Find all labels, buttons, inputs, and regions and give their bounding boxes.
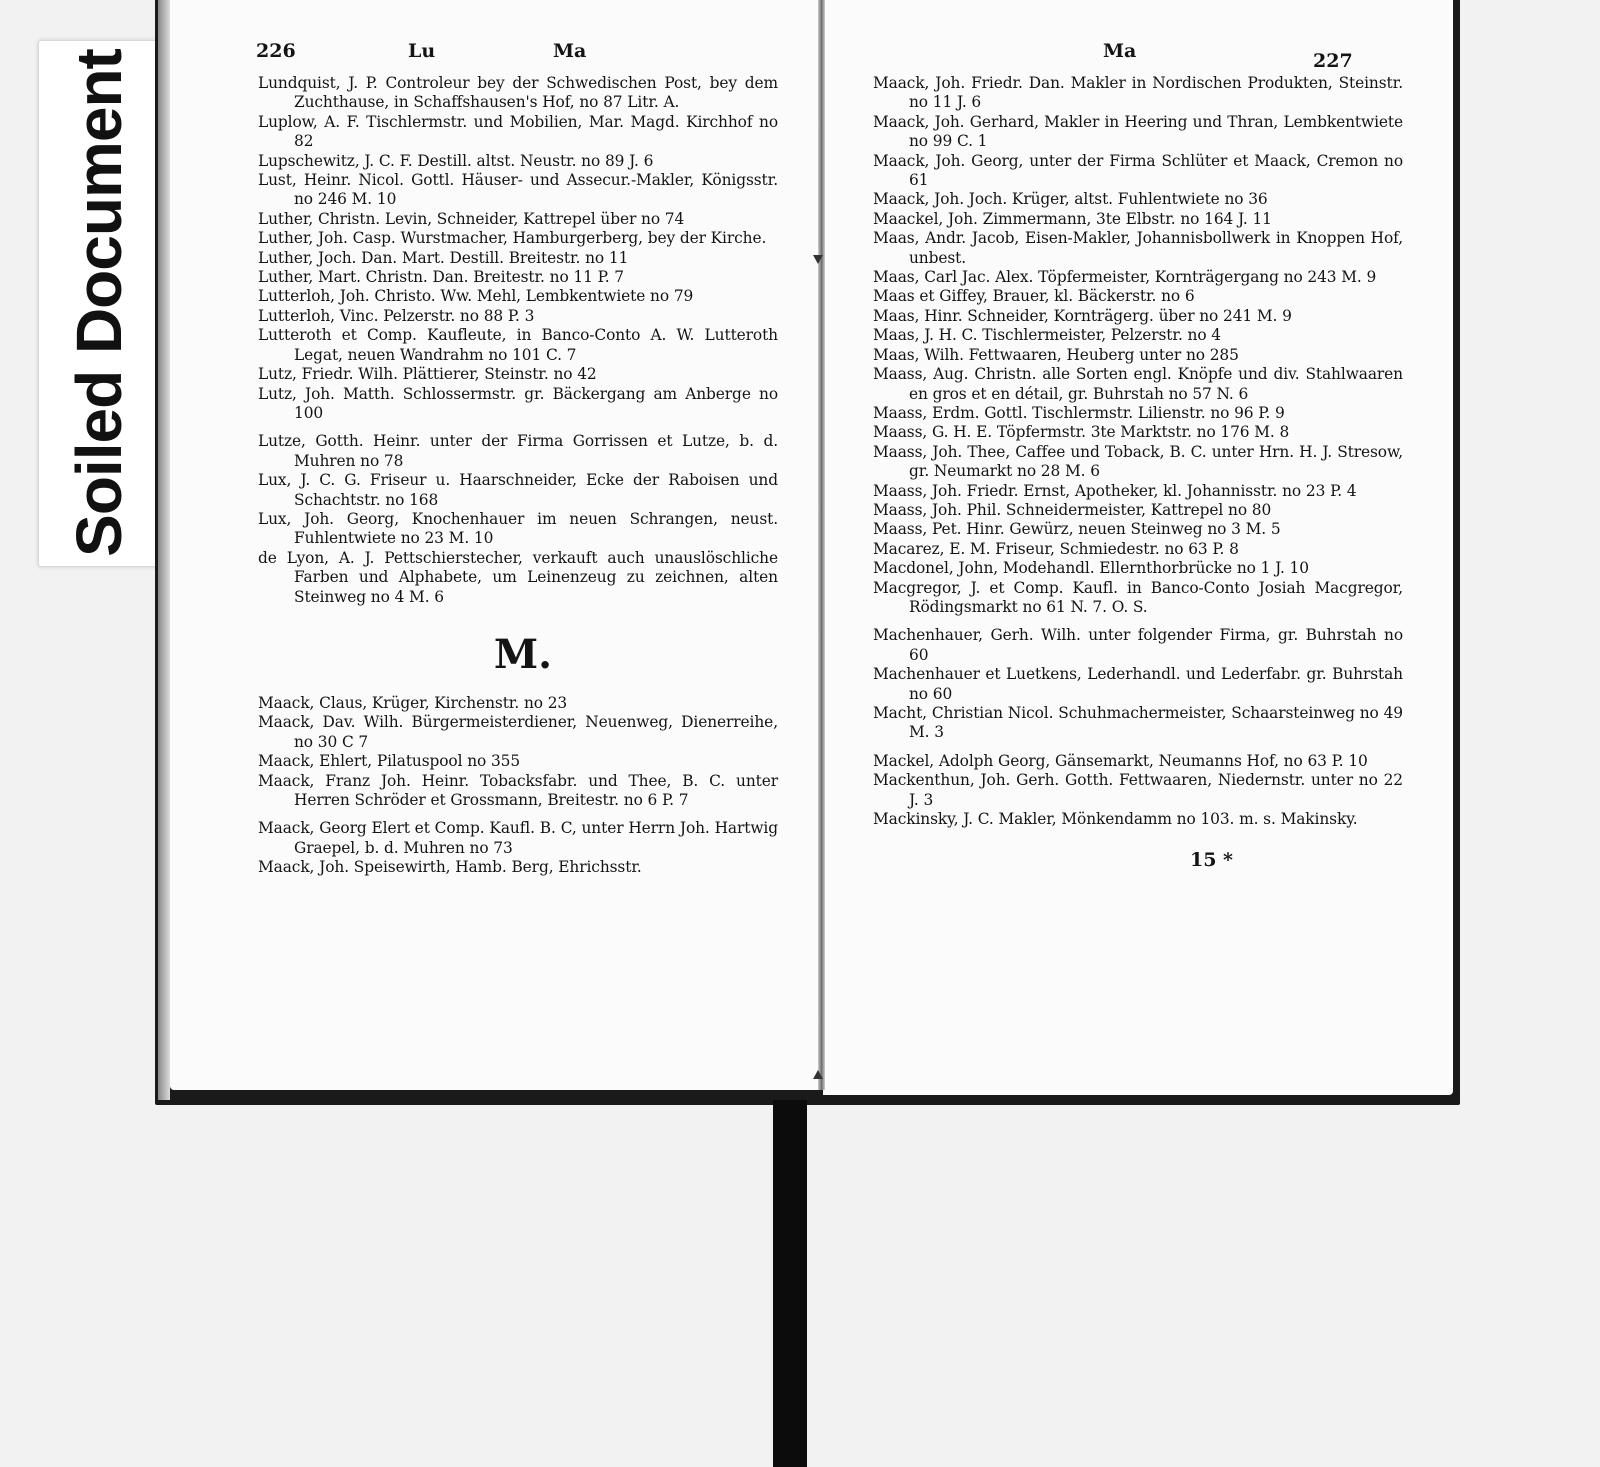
- entry: Maas et Giffey, Brauer, kl. Bäckerstr. no 6: [873, 287, 1195, 306]
- entry: Luther, Mart. Christn. Dan. Breitestr. no 11 P. 7: [258, 268, 624, 287]
- book-gutter: [818, 0, 825, 1090]
- entry: Lundquist, J. P. Controleur bey der Schwedischen Post, bey dem Zuchthause, in Schaffshausen's Hof, no 87 Litr. A.: [258, 74, 778, 112]
- bookmark-ribbon: [773, 1100, 807, 1467]
- entry: Lutz, Joh. Matth. Schlossermstr. gr. Bäckergang am Anberge no 100: [258, 384, 778, 422]
- entry: Maack, Georg Elert et Comp. Kaufl. B. C, unter Herrn Joh. Hartwig Graepel, b. d. Muhren no 73: [258, 819, 778, 857]
- entry: Luther, Joch. Dan. Mart. Destill. Breitestr. no 11: [258, 248, 629, 267]
- entry: Maass, Joh. Thee, Caffee und Toback, B. C. unter Hrn. H. J. Stresow, gr. Neumarkt no 28 M. 6: [873, 442, 1403, 481]
- entry: Maass, Joh. Friedr. Ernst, Apotheker, kl. Johannisstr. no 23 P. 4: [873, 481, 1357, 500]
- entry: Maass, Erdm. Gottl. Tischlermstr. Lilienstr. no 96 P. 9: [873, 403, 1285, 422]
- right-entries: [873, 74, 1403, 829]
- signature-mark: 15 *: [1190, 849, 1233, 872]
- left-page-number: 226: [256, 40, 296, 62]
- right-header-center: Ma: [1103, 40, 1137, 62]
- entry: Maass, G. H. E. Töpfermstr. 3te Marktstr. no 176 M. 8: [873, 423, 1290, 442]
- section-letter: M.: [493, 630, 553, 678]
- right-page: [823, 0, 1453, 1095]
- entry: Maack, Franz Joh. Heinr. Tobacksfabr. und Thee, B. C. unter Herren Schröder et Grossmann, Breitestr. no 6 P. 7: [258, 771, 778, 809]
- left-page-header: [258, 40, 778, 74]
- entry: Mackenthun, Joh. Gerh. Gotth. Fettwaaren, Niedernstr. unter no 22 J. 3: [873, 771, 1403, 809]
- entry: Mackel, Adolph Georg, Gänsemarkt, Neumanns Hof, no 63 P. 10: [873, 751, 1368, 770]
- entry: Maack, Joh. Gerhard, Makler in Heering und Thran, Lembkentwiete no 99 C. 1: [873, 112, 1403, 151]
- entry: Maas, Wilh. Fettwaaren, Heuberg unter no 285: [873, 345, 1239, 364]
- entry: Maas, J. H. C. Tischlermeister, Pelzerstr. no 4: [873, 326, 1222, 345]
- right-page-content: [873, 40, 1403, 871]
- binding-mark: [813, 1070, 823, 1079]
- entry: Luplow, A. F. Tischlermstr. und Mobilien, Mar. Magd. Kirchhof no 82: [258, 112, 778, 151]
- entry: Maass, Pet. Hinr. Gewürz, neuen Steinweg no 3 M. 5: [873, 520, 1281, 539]
- entry: Maack, Joh. Georg, unter der Firma Schlüter et Maack, Cremon no 61: [873, 151, 1403, 190]
- entry: Maackel, Joh. Zimmermann, 3te Elbstr. no 164 J. 11: [873, 209, 1272, 228]
- entry: Lux, J. C. G. Friseur u. Haarschneider, Ecke der Raboisen und Schachtstr. no 168: [258, 471, 778, 509]
- entry: Macdonel, John, Modehandl. Ellernthorbrücke no 1 J. 10: [873, 559, 1309, 578]
- entry: Macgregor, J. et Comp. Kaufl. in Banco-Conto Josiah Macgregor, Rödingsmarkt no 61 N. 7. O. S.: [873, 578, 1403, 616]
- entry: Lutterloh, Joh. Christo. Ww. Mehl, Lembkentwiete no 79: [258, 287, 694, 306]
- entry: Maass, Aug. Christn. alle Sorten engl. Knöpfe und div. Stahlwaaren en gros et en détail, gr. Buhrstah no 57 N. 6: [873, 365, 1403, 403]
- entry: Machenhauer et Luetkens, Lederhandl. und Lederfabr. gr. Buhrstah no 60: [873, 665, 1403, 703]
- entry: Lutterloh, Vinc. Pelzerstr. no 88 P. 3: [258, 306, 535, 325]
- entry: Maack, Joh. Joch. Krüger, altst. Fuhlentwiete no 36: [873, 190, 1268, 209]
- entry: Lutze, Gotth. Heinr. unter der Firma Gorrissen et Lutze, b. d. Muhren no 78: [258, 432, 778, 470]
- entry: Maack, Ehlert, Pilatuspool no 355: [258, 752, 521, 771]
- entry: Lust, Heinr. Nicol. Gottl. Häuser- und Assecur.-Makler, Königsstr. no 246 M. 10: [258, 171, 778, 209]
- entry: Luther, Joh. Casp. Wurstmacher, Hamburgerberg, bey der Kirche.: [258, 229, 767, 248]
- entry: Lux, Joh. Georg, Knochenhauer im neuen Schrangen, neust. Fuhlentwiete no 23 M. 10: [258, 509, 778, 548]
- entry: Mackinsky, J. C. Makler, Mönkendamm no 103. m. s. Makinsky.: [873, 810, 1358, 829]
- entry: Maack, Claus, Krüger, Kirchenstr. no 23: [258, 693, 568, 712]
- entry: Lupschewitz, J. C. F. Destill. altst. Neustr. no 89 J. 6: [258, 151, 654, 170]
- label-text: Soiled Document: [63, 49, 135, 557]
- page-edge-shadow: [158, 0, 170, 1100]
- entry: Maas, Hinr. Schneider, Kornträgerg. über no 241 M. 9: [873, 306, 1292, 325]
- left-entries-after: [258, 694, 778, 878]
- entry: Lutz, Friedr. Wilh. Plättierer, Steinstr. no 42: [258, 365, 597, 384]
- soiled-document-label: [38, 40, 160, 567]
- entry: Machenhauer, Gerh. Wilh. unter folgender Firma, gr. Buhrstah no 60: [873, 626, 1403, 664]
- entry: Maack, Joh. Speisewirth, Hamb. Berg, Ehrichsstr.: [258, 858, 642, 877]
- entry: Lutteroth et Comp. Kaufleute, in Banco-Conto A. W. Lutteroth Legat, neuen Wandrahm no 101 C. 7: [258, 326, 778, 364]
- entry: Maas, Andr. Jacob, Eisen-Makler, Johannisbollwerk in Knoppen Hof, unbest.: [873, 229, 1403, 267]
- entry: Macht, Christian Nicol. Schuhmachermeister, Schaarsteinweg no 49 M. 3: [873, 704, 1403, 742]
- entry: Macarez, E. M. Friseur, Schmiedestr. no 63 P. 8: [873, 539, 1239, 558]
- entry: Maack, Joh. Friedr. Dan. Makler in Nordischen Produkten, Steinstr. no 11 J. 6: [873, 74, 1403, 112]
- left-page: [170, 0, 820, 1090]
- left-page-content: [258, 40, 778, 878]
- left-entries-before: [258, 74, 778, 607]
- right-page-number: 227: [1313, 50, 1353, 72]
- entry: Maas, Carl Jac. Alex. Töpfermeister, Kornträgergang no 243 M. 9: [873, 268, 1377, 287]
- entry: Maass, Joh. Phil. Schneidermeister, Kattrepel no 80: [873, 500, 1272, 519]
- left-header-left: Lu: [408, 40, 436, 62]
- right-page-header: [873, 40, 1403, 74]
- binding-mark: [813, 255, 823, 264]
- entry: de Lyon, A. J. Pettschierstecher, verkauft auch unauslöschliche Farben und Alphabete, um Leinenzeug zu zeichnen, alten Steinweg no 4 M. 6: [258, 548, 778, 606]
- entry: Luther, Christn. Levin, Schneider, Kattrepel über no 74: [258, 209, 685, 228]
- left-header-right: Ma: [553, 40, 587, 62]
- entry: Maack, Dav. Wilh. Bürgermeisterdiener, Neuenweg, Dienerreihe, no 30 C 7: [258, 713, 778, 751]
